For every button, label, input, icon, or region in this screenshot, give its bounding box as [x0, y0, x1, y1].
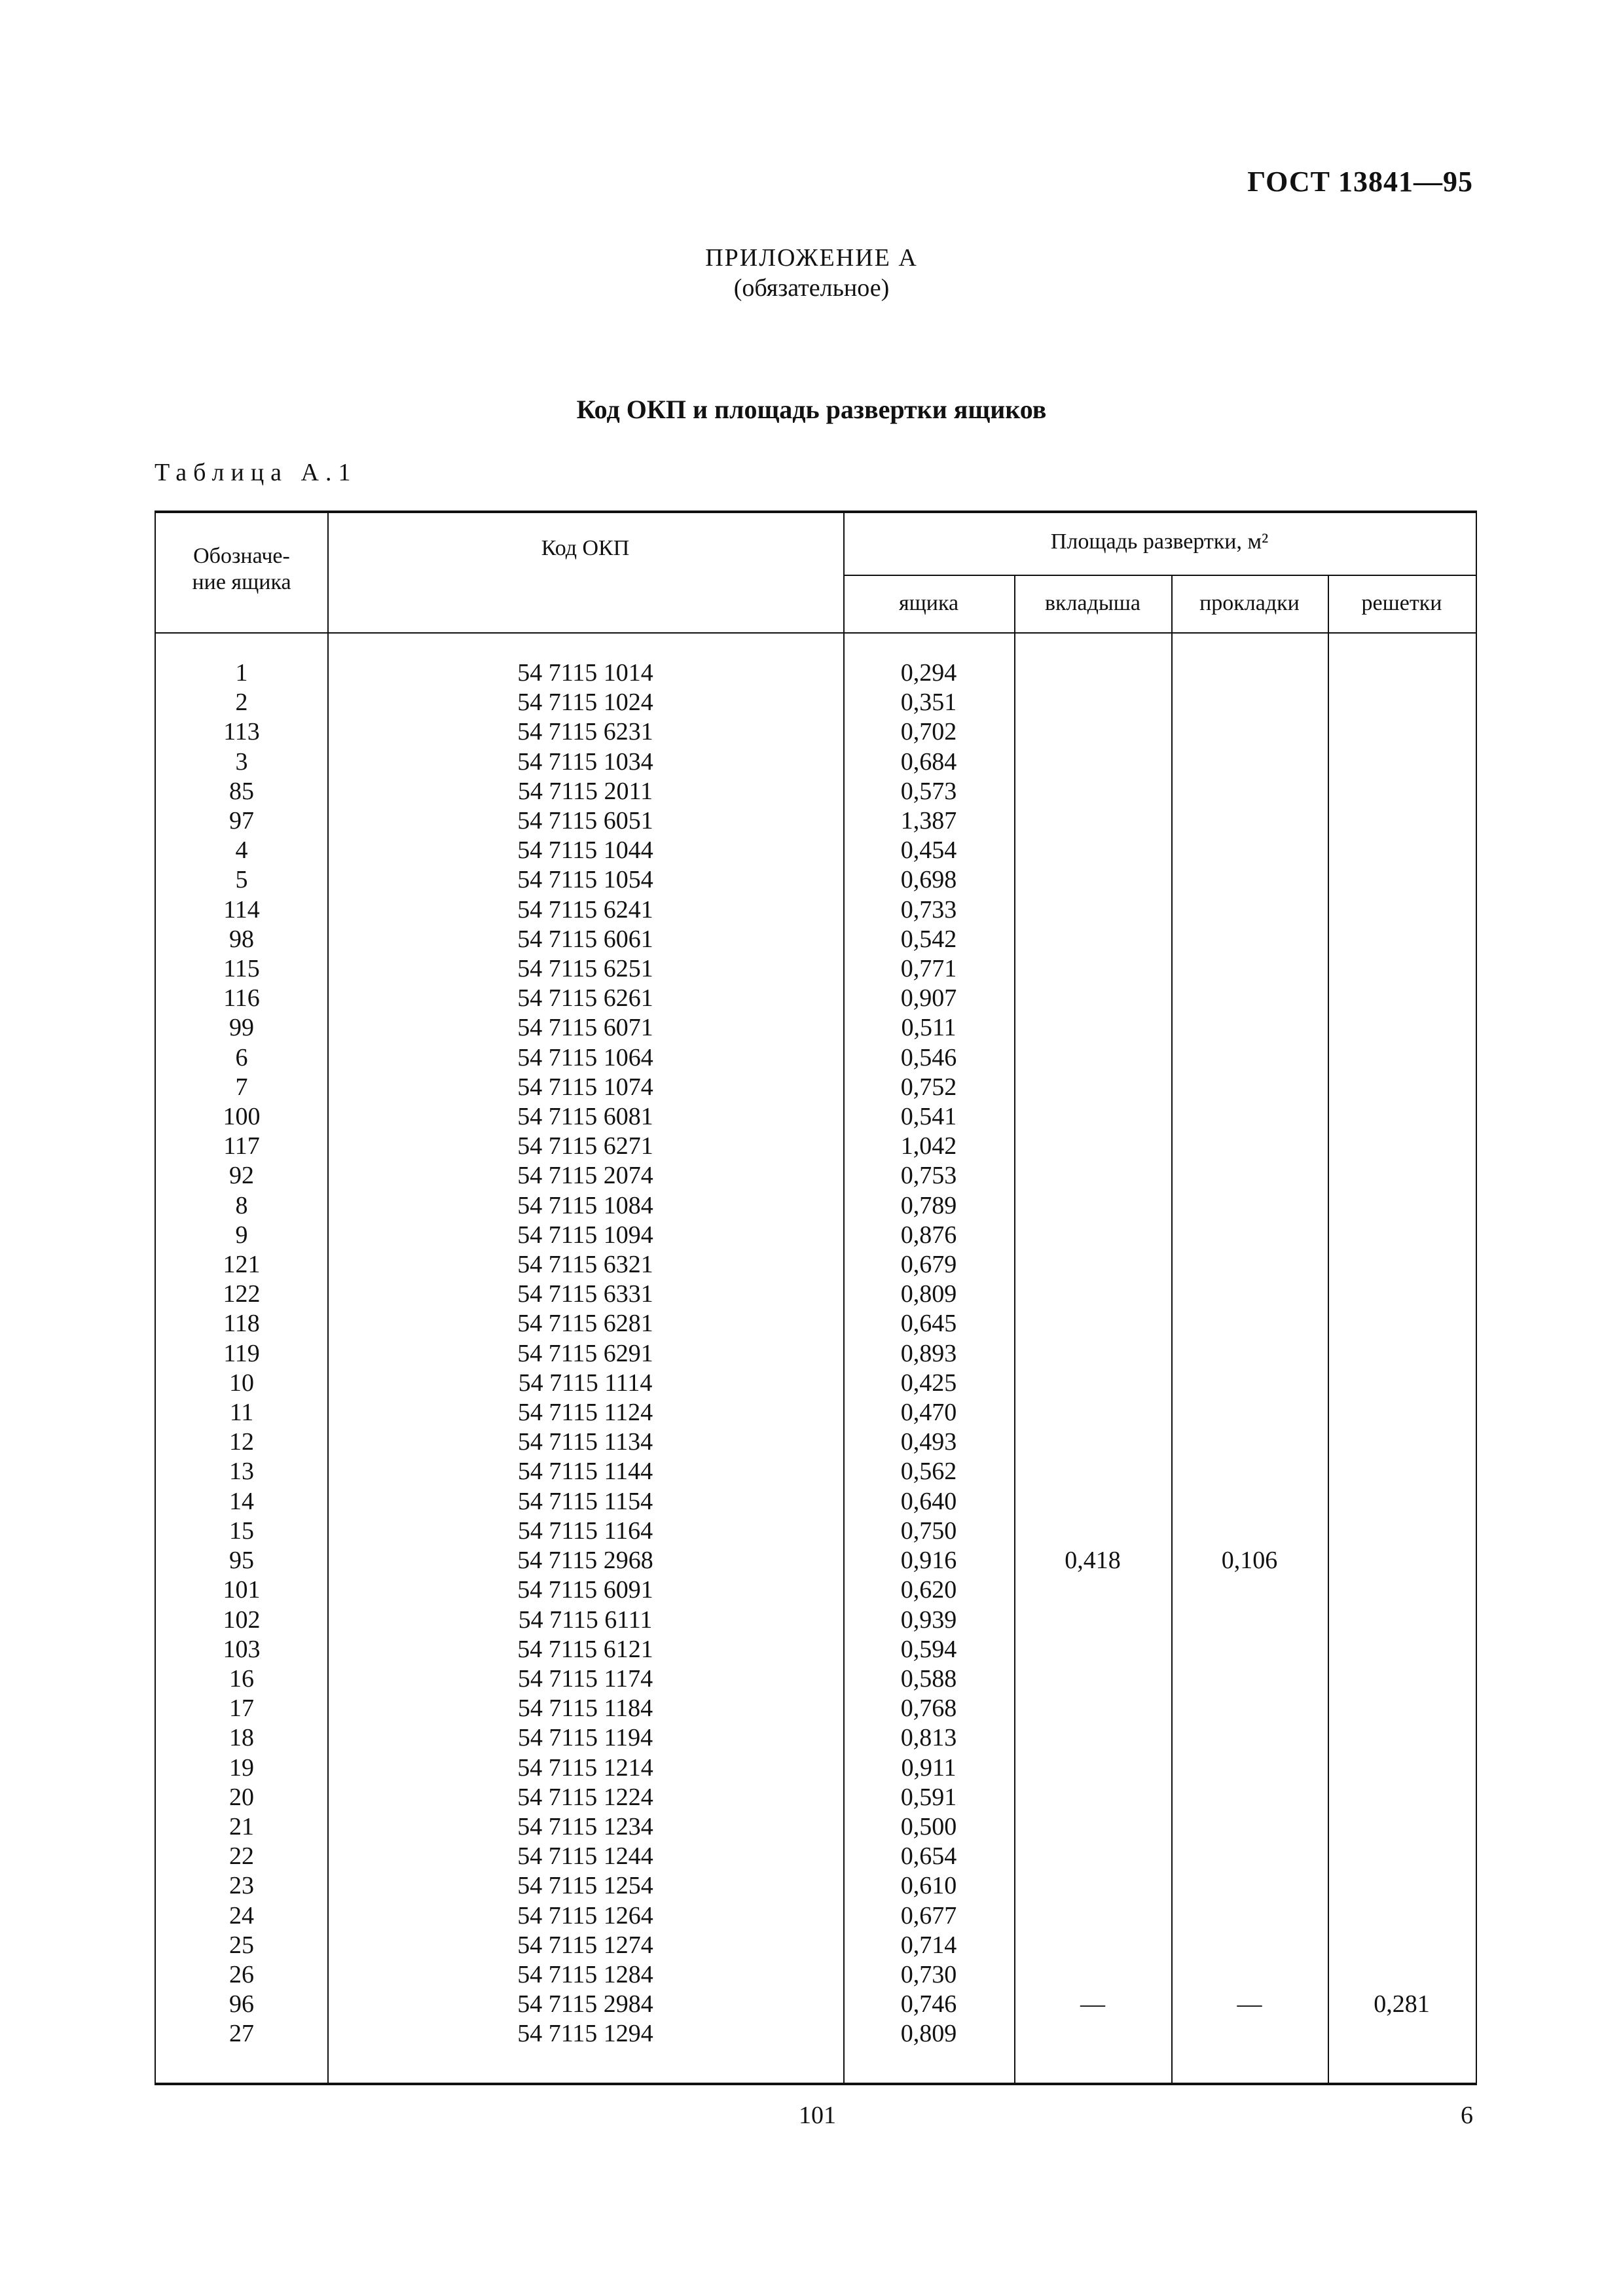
designation-cell: 96 — [229, 1990, 254, 2018]
box-area-cell: 0,294 — [900, 659, 957, 687]
document-title: Код ОКП и площадь развертки ящиков — [576, 395, 1047, 424]
box-area-cell: 0,907 — [900, 984, 957, 1013]
okp-code-cell: 54 7115 1254 — [517, 1872, 653, 1900]
designation-cell: 114 — [223, 895, 260, 924]
box-area-cell: 1,387 — [900, 807, 957, 835]
designation-cell: 100 — [223, 1103, 261, 1131]
designation-cell: 97 — [229, 807, 254, 835]
box-area-cell: 0,809 — [900, 1280, 957, 1308]
designation-cell: 11 — [229, 1399, 254, 1427]
designation-cell: 6 — [235, 1043, 248, 1071]
box-area-cell: 0,730 — [900, 1960, 957, 1988]
okp-code-cell: 54 7115 1074 — [517, 1073, 653, 1101]
box-area-cell: 0,573 — [900, 777, 957, 805]
okp-code-cell: 54 7115 1274 — [517, 1931, 653, 1959]
okp-code-cell: 54 7115 1014 — [517, 659, 653, 687]
designation-cell: 3 — [235, 747, 248, 776]
rule-h-subheader — [843, 575, 1476, 576]
okp-code-cell: 54 7115 1234 — [517, 1812, 653, 1840]
okp-code-cell: 54 7115 6331 — [517, 1280, 653, 1308]
okp-code-column — [327, 658, 843, 2049]
pad-area-value: 0,106 — [1221, 1547, 1278, 1574]
okp-code-cell: 54 7115 6261 — [517, 984, 653, 1013]
box-area-cell: 0,425 — [900, 1369, 957, 1397]
box-area-cell: 0,789 — [900, 1191, 957, 1219]
box-area-cell: 0,470 — [900, 1399, 957, 1427]
box-area-cell: 0,809 — [900, 2020, 957, 2048]
designation-cell: 117 — [223, 1132, 260, 1160]
designation-cell: 17 — [229, 1695, 254, 1723]
designation-cell: 21 — [229, 1812, 254, 1840]
okp-code-cell: 54 7115 1294 — [517, 2020, 653, 2048]
okp-code-cell: 54 7115 6321 — [517, 1251, 653, 1279]
insert-dash: — — [1080, 1990, 1105, 2018]
box-area-cell: 0,640 — [900, 1487, 957, 1515]
box-area-cell: 0,876 — [900, 1221, 957, 1249]
designation-cell: 118 — [223, 1310, 260, 1338]
appendix-subtitle: (обязательное) — [733, 274, 890, 302]
rule-v4 — [1171, 575, 1173, 2083]
pad-dash: — — [1237, 1990, 1262, 2018]
designation-cell: 22 — [229, 1842, 254, 1871]
designation-cell: 92 — [229, 1162, 254, 1190]
header-box: ящика — [898, 591, 959, 615]
designation-cell: 27 — [229, 2020, 254, 2048]
box-area-cell: 0,768 — [900, 1695, 957, 1723]
grid-area-value: 0,281 — [1374, 1990, 1430, 2018]
appendix-title: ПРИЛОЖЕНИЕ А — [705, 244, 918, 272]
box-area-cell: 0,654 — [900, 1842, 957, 1871]
okp-code-cell: 54 7115 6081 — [517, 1103, 653, 1131]
okp-code-cell: 54 7115 6111 — [518, 1605, 653, 1634]
okp-code-cell: 54 7115 1064 — [517, 1043, 653, 1071]
okp-code-cell: 54 7115 1194 — [517, 1724, 653, 1752]
designation-cell: 113 — [223, 718, 260, 746]
okp-code-cell: 54 7115 1264 — [517, 1901, 653, 1929]
okp-code-cell: 54 7115 6071 — [517, 1014, 653, 1042]
okp-code-cell: 54 7115 2011 — [517, 777, 653, 805]
box-area-cell: 0,677 — [900, 1901, 957, 1929]
okp-table — [155, 511, 1477, 2085]
okp-code-cell: 54 7115 1224 — [517, 1783, 653, 1811]
okp-code-cell: 54 7115 6061 — [517, 925, 653, 953]
designation-cell: 23 — [229, 1872, 254, 1900]
designation-cell: 98 — [229, 925, 254, 953]
box-area-cell: 0,493 — [900, 1428, 957, 1456]
designation-cell: 119 — [223, 1339, 260, 1367]
okp-code-cell: 54 7115 6271 — [517, 1132, 653, 1160]
header-okp-code: Код ОКП — [541, 536, 630, 560]
designation-cell: 5 — [235, 866, 248, 894]
okp-code-cell: 54 7115 1084 — [517, 1191, 653, 1219]
box-area-cell: 0,753 — [900, 1162, 957, 1190]
okp-code-cell: 54 7115 1154 — [517, 1487, 653, 1515]
box-area-cell: 0,684 — [900, 747, 957, 776]
designation-cell: 7 — [235, 1073, 248, 1101]
designation-cell: 12 — [229, 1428, 254, 1456]
page-number-right: 6 — [1461, 2102, 1473, 2129]
designation-cell: 26 — [229, 1960, 254, 1988]
okp-code-cell: 54 7115 1094 — [517, 1221, 653, 1249]
box-area-cell: 0,752 — [900, 1073, 957, 1101]
designation-cell: 121 — [223, 1251, 261, 1279]
box-area-cell: 0,645 — [900, 1310, 957, 1338]
box-area-cell: 0,500 — [900, 1812, 957, 1840]
designation-cell: 18 — [229, 1724, 254, 1752]
okp-code-cell: 54 7115 1244 — [517, 1842, 653, 1871]
designation-cell: 1 — [235, 659, 248, 687]
okp-code-cell: 54 7115 6241 — [517, 895, 653, 924]
insert-area-value: 0,418 — [1065, 1547, 1121, 1574]
box-area-cell: 0,893 — [900, 1339, 957, 1367]
designation-cell: 10 — [229, 1369, 254, 1397]
okp-code-cell: 54 7115 6251 — [517, 955, 653, 983]
box-area-cell: 1,042 — [900, 1132, 957, 1160]
designation-cell: 2 — [235, 689, 248, 717]
page-number-center: 101 — [799, 2102, 836, 2129]
okp-code-cell: 54 7115 1164 — [517, 1516, 653, 1545]
box-area-cell: 0,702 — [900, 718, 957, 746]
header-area-group: Площадь развертки, м² — [1050, 529, 1269, 554]
box-area-cell: 0,714 — [900, 1931, 957, 1959]
okp-code-cell: 54 7115 6051 — [517, 807, 653, 835]
header-designation: Обозначе- ние ящика — [192, 544, 291, 594]
box-area-cell: 0,698 — [900, 866, 957, 894]
box-area-cell: 0,594 — [900, 1635, 957, 1663]
designation-cell: 95 — [229, 1547, 254, 1575]
designation-column — [156, 658, 327, 2049]
box-area-cell: 0,542 — [900, 925, 957, 953]
designation-cell: 103 — [223, 1635, 261, 1663]
okp-code-cell: 54 7115 1034 — [517, 747, 653, 776]
box-area-cell: 0,546 — [900, 1043, 957, 1071]
designation-cell: 15 — [229, 1516, 254, 1545]
standard-number: ГОСТ 13841—95 — [1247, 166, 1473, 198]
box-area-column — [843, 658, 1014, 2049]
box-area-cell: 0,562 — [900, 1458, 957, 1486]
header-insert: вкладыша — [1044, 591, 1141, 615]
okp-code-cell: 54 7115 1134 — [517, 1428, 653, 1456]
box-area-cell: 0,733 — [900, 895, 957, 924]
okp-code-cell: 54 7115 6291 — [517, 1339, 653, 1367]
designation-cell: 9 — [235, 1221, 248, 1249]
designation-cell: 115 — [223, 955, 260, 983]
box-area-cell: 0,939 — [900, 1605, 957, 1634]
okp-code-cell: 54 7115 1184 — [517, 1695, 653, 1723]
designation-cell: 13 — [229, 1458, 254, 1486]
designation-cell: 101 — [223, 1576, 261, 1604]
box-area-cell: 0,454 — [900, 836, 957, 865]
okp-code-cell: 54 7115 1114 — [518, 1369, 653, 1397]
designation-cell: 102 — [223, 1605, 261, 1634]
okp-code-cell: 54 7115 1054 — [517, 866, 653, 894]
okp-code-cell: 54 7115 1044 — [517, 836, 653, 865]
header-pad: прокладки — [1199, 591, 1300, 615]
okp-code-cell: 54 7115 2984 — [517, 1990, 653, 2018]
box-area-cell: 0,911 — [901, 1753, 957, 1782]
designation-cell: 99 — [229, 1014, 254, 1042]
designation-cell: 116 — [223, 984, 260, 1013]
designation-cell: 25 — [229, 1931, 254, 1959]
box-area-cell: 0,916 — [900, 1547, 957, 1575]
designation-cell: 8 — [235, 1191, 248, 1219]
designation-cell: 24 — [229, 1901, 254, 1929]
rule-v5 — [1328, 575, 1329, 2083]
okp-code-cell: 54 7115 1024 — [517, 689, 653, 717]
okp-code-cell: 54 7115 1124 — [517, 1399, 653, 1427]
okp-code-cell: 54 7115 2074 — [517, 1162, 653, 1190]
okp-code-cell: 54 7115 1284 — [517, 1960, 653, 1988]
okp-code-cell: 54 7115 6121 — [517, 1635, 653, 1663]
okp-code-cell: 54 7115 6281 — [517, 1310, 653, 1338]
okp-code-cell: 54 7115 1144 — [517, 1458, 653, 1486]
box-area-cell: 0,591 — [900, 1783, 957, 1811]
okp-code-cell: 54 7115 6231 — [517, 718, 653, 746]
designation-cell: 4 — [235, 836, 248, 865]
designation-cell: 19 — [229, 1753, 254, 1782]
designation-cell: 122 — [223, 1280, 261, 1308]
designation-cell: 16 — [229, 1664, 254, 1693]
designation-cell: 85 — [229, 777, 254, 805]
okp-code-cell: 54 7115 1174 — [517, 1664, 653, 1693]
box-area-cell: 0,771 — [900, 955, 957, 983]
okp-code-cell: 54 7115 1214 — [517, 1753, 653, 1782]
box-area-cell: 0,746 — [900, 1990, 957, 2018]
rule-v3 — [1014, 575, 1015, 2083]
rule-h-header-bottom — [156, 632, 1476, 634]
box-area-cell: 0,750 — [900, 1516, 957, 1545]
box-area-cell: 0,351 — [900, 689, 957, 717]
designation-cell: 14 — [229, 1487, 254, 1515]
header-grid: решетки — [1361, 591, 1442, 615]
box-area-cell: 0,679 — [900, 1251, 957, 1279]
okp-code-cell: 54 7115 6091 — [517, 1576, 653, 1604]
box-area-cell: 0,813 — [900, 1724, 957, 1752]
box-area-cell: 0,511 — [901, 1014, 957, 1042]
box-area-cell: 0,541 — [900, 1103, 957, 1131]
designation-cell: 20 — [229, 1783, 254, 1811]
box-area-cell: 0,588 — [900, 1664, 957, 1693]
box-area-cell: 0,610 — [900, 1872, 957, 1900]
box-area-cell: 0,620 — [900, 1576, 957, 1604]
table-label: Таблица А.1 — [155, 459, 357, 486]
okp-code-cell: 54 7115 2968 — [517, 1547, 653, 1575]
